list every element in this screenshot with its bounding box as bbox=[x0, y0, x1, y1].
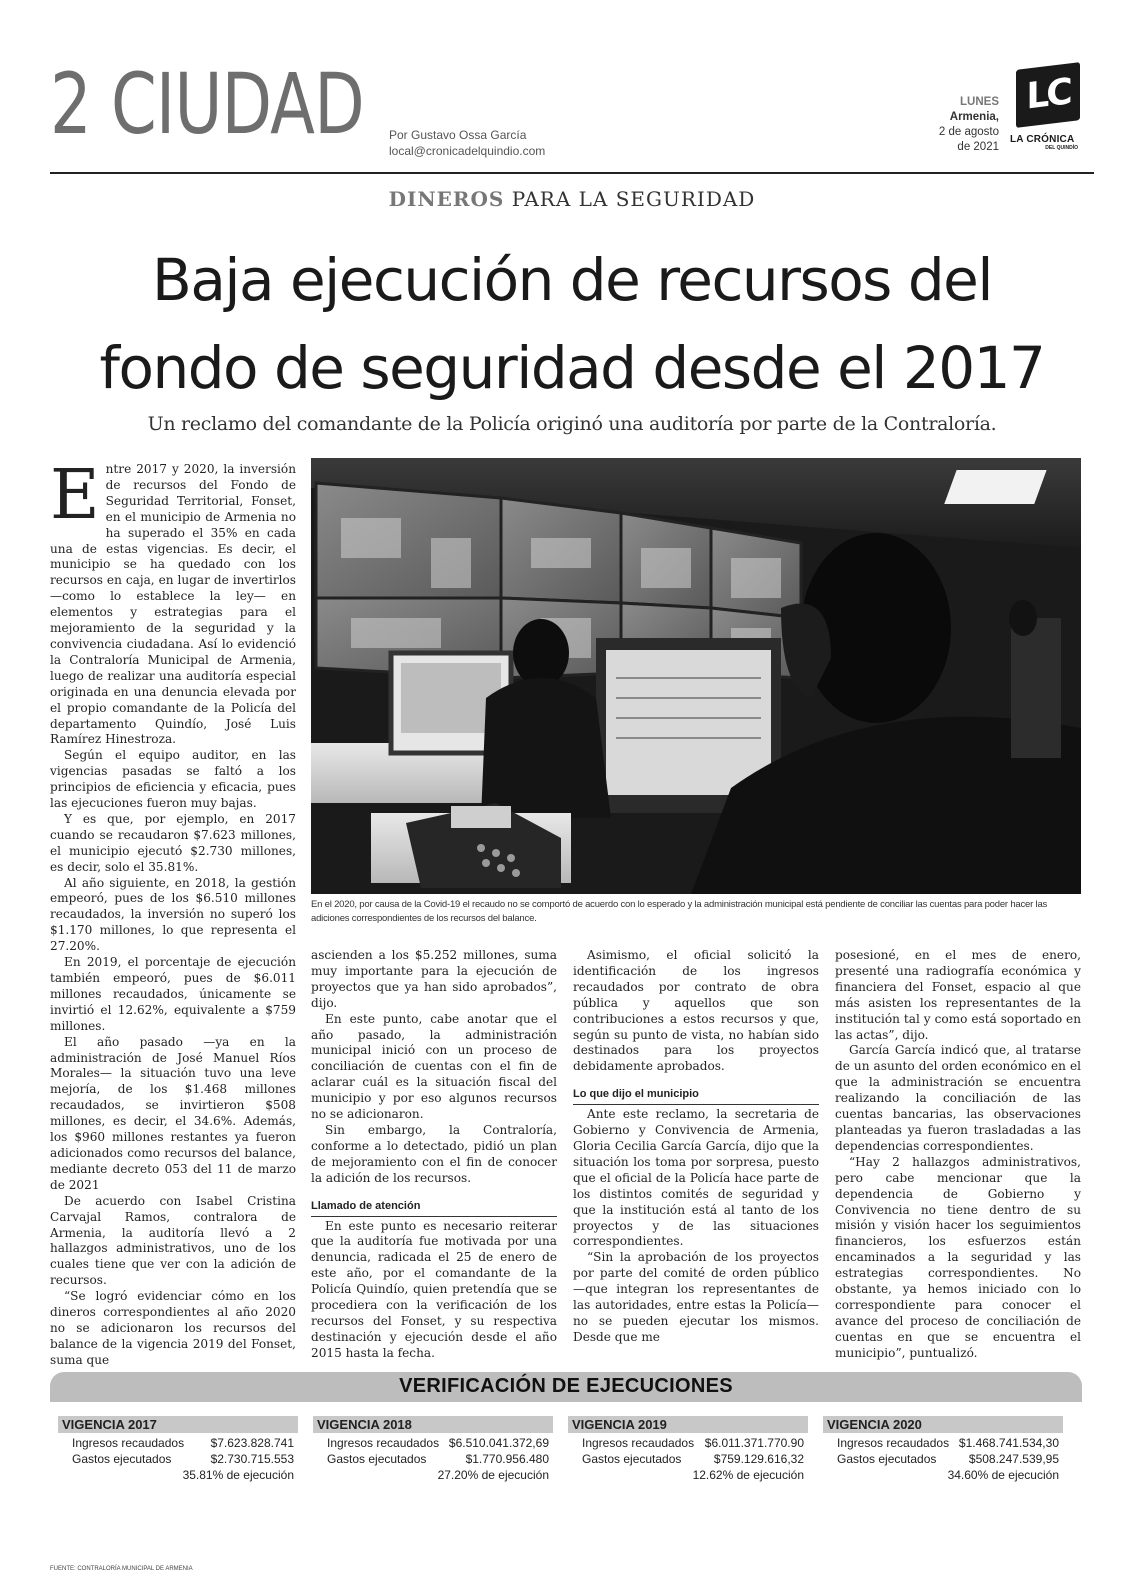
photo-caption: En el 2020, por causa de la Covid-19 el recaudo no se comportó de acuerdo con lo esperado y la administración municipal está pendiente de conciliar las cuentas para poder hacer las adiciones correspondientes de los recursos del balance. bbox=[311, 899, 1048, 924]
ingresos-value: $6.510.041.372,69 bbox=[448, 1436, 549, 1450]
ingresos-label: Ingresos recaudados bbox=[327, 1436, 440, 1450]
kicker bbox=[0, 187, 1144, 211]
paragraph: posesioné, en el mes de enero, presenté una radiografía económica y financiera del Fonset, espacio al que más asisten los representantes de la institución tal y como está soportado en las actas”, dijo. bbox=[835, 948, 1081, 1042]
byline bbox=[389, 127, 545, 159]
ingresos-row bbox=[568, 1435, 808, 1451]
byline-author: Por Gustavo Ossa García bbox=[389, 128, 527, 142]
article-column-4 bbox=[835, 948, 1081, 1362]
newspaper-logo bbox=[1010, 66, 1086, 151]
gastos-label: Gastos ejecutados bbox=[837, 1452, 937, 1466]
vigencia-block-2018 bbox=[313, 1416, 553, 1483]
subheadline: Un reclamo del comandante de la Policía originó una auditoría por parte de la Contraloría. bbox=[147, 413, 997, 435]
ejecucion-percent: 27.20% de ejecución bbox=[437, 1468, 549, 1482]
headline-line-1: Baja ejecución de recursos del bbox=[152, 246, 992, 314]
ingresos-row bbox=[313, 1435, 553, 1451]
paragraph: Según el equipo auditor, en las vigencias pasadas se faltó a los principios de eficiencia y eficacia, pues las ejecuciones fueron muy bajas. bbox=[50, 748, 296, 811]
paragraph: Sin embargo, la Contraloría, conforme a lo detectado, pidió un plan de mejoramiento con el fin de conocer la adición de los recursos. bbox=[311, 1122, 557, 1185]
vigencia-block-2019 bbox=[568, 1416, 808, 1483]
ingresos-label: Ingresos recaudados bbox=[582, 1436, 695, 1450]
table-title: VERIFICACIÓN DE EJECUCIONES bbox=[399, 1375, 733, 1397]
date-block bbox=[939, 95, 999, 155]
kicker-bold: DINEROS bbox=[388, 187, 505, 211]
section-subheading: Lo que dijo el municipio bbox=[573, 1087, 819, 1105]
paragraph: ascienden a los $5.252 millones, suma muy importante para la ejecución de proyectos que ya han sido aprobados”, dijo. bbox=[311, 948, 557, 1010]
ingresos-label: Ingresos recaudados bbox=[72, 1436, 185, 1450]
article-photo bbox=[311, 458, 1081, 894]
article-column-2 bbox=[311, 948, 557, 1362]
paragraph: “Sin la aprobación de los proyectos por parte del comité de orden público —que integran los representantes de las autoridades, entre estas la Policía— no se pueden ejecutar los mismos. Desde que me bbox=[573, 1250, 819, 1344]
date-city: Armenia, bbox=[949, 111, 999, 123]
paragraph-text: ntre 2017 y 2020, la inversión de recursos del Fondo de Seguridad Territorial, Fonset, en el municipio de Armenia no ha superado el 35% en cada una de estas vigencias. Es decir, el municipio se ha quedado con los recursos en caja, en lugar de invertirlos —como lo establece la ley— en elementos y estrategias para el mejoramiento de la seguridad y la convivencia ciudadana. Así lo evidenció la Contraloría Municipal de Armenia, luego de realizar una auditoría especial originada en una denuncia elevada por el propio comandante de la Policía del departamento Quindío, José Luis Ramírez Hinestroza. bbox=[50, 462, 296, 747]
drop-cap: E bbox=[50, 456, 100, 535]
paragraph: En este punto, cabe anotar que el año pasado, la administración municipal inició con un proceso de conciliación de cuentas con el fin de aclarar cuál es la situación fiscal del municipio y por eso algunos recursos no se adicionaron. bbox=[311, 1011, 557, 1122]
ingresos-label: Ingresos recaudados bbox=[837, 1436, 950, 1450]
paragraph: García García indicó que, al tratarse de un asunto del orden económico en el que la administración se encuentra realizando la conciliación de las cuentas bancarias, las observaciones planteadas ya fueron trasladadas a las dependencias correspondientes. bbox=[835, 1043, 1081, 1153]
ingresos-row bbox=[823, 1435, 1063, 1451]
logo-subname: DEL QUINDÍO bbox=[1045, 145, 1078, 151]
gastos-row bbox=[568, 1451, 808, 1467]
gastos-label: Gastos ejecutados bbox=[582, 1452, 682, 1466]
gastos-label: Gastos ejecutados bbox=[327, 1452, 427, 1466]
paragraph: “Se logró evidenciar cómo en los dineros correspondientes al año 2020 no se adicionaron los recursos del balance de la vigencia 2019 del Fonset, suma que bbox=[50, 1289, 296, 1367]
gastos-value: $1.770.956.480 bbox=[465, 1452, 549, 1466]
vigencia-label: VIGENCIA 2017 bbox=[58, 1416, 298, 1433]
vigencia-block-2017 bbox=[58, 1416, 298, 1483]
logo-name: LA CRÓNICA bbox=[1010, 134, 1075, 145]
gastos-row bbox=[313, 1451, 553, 1467]
ingresos-row bbox=[58, 1435, 298, 1451]
first-paragraph bbox=[50, 456, 296, 748]
ingresos-value: $6.011.371.770.90 bbox=[704, 1436, 804, 1450]
gastos-row bbox=[58, 1451, 298, 1467]
headline-line-2: fondo de seguridad desde el 2017 bbox=[99, 334, 1045, 402]
paragraph: De acuerdo con Isabel Cristina Carvajal Ramos, contralora de Armenia, la auditoría llevó a 2 hallazgos administrativos, uno de los cuales tiene que ver con la adición de recursos. bbox=[50, 1193, 296, 1288]
vigencia-block-2020 bbox=[823, 1416, 1063, 1483]
vigencia-label: VIGENCIA 2018 bbox=[313, 1416, 553, 1433]
source-note: FUENTE: CONTRALORÍA MUNICIPAL DE ARMENIA bbox=[50, 1566, 193, 1572]
control-room-photo bbox=[311, 458, 1081, 894]
section-subheading: Llamado de atención bbox=[311, 1199, 557, 1217]
gastos-label: Gastos ejecutados bbox=[72, 1452, 172, 1466]
paragraph: En 2019, el porcentaje de ejecución también empeoró, pues de $6.011 millones recaudados, únicamente se invirtió el 12.62%, equivalente a $759 millones. bbox=[50, 955, 296, 1033]
gastos-row bbox=[823, 1451, 1063, 1467]
gastos-value: $2.730.715.553 bbox=[210, 1452, 294, 1466]
article-column-3 bbox=[573, 948, 819, 1346]
paragraph: En este punto es necesario reiterar que la auditoría fue motivada por una denuncia, radicada el 25 de enero de este año, por el comandante de la Policía Quindío, quien pretendía que se procediera con la verificación de los recursos del Fonset, y su respectiva destinación y ejecución desde el año 2015 hasta la fecha. bbox=[311, 1218, 557, 1360]
date-line-2: de 2021 bbox=[957, 141, 999, 153]
paragraph: El año pasado —ya en la administración de José Manuel Ríos Morales— la situación tuvo una leve mejoría, de los $1.468 millones recaudados, se invirtieron $508 millones, es decir, el 34.6%. Además, los $960 millones restantes ya fueron adicionados como recursos del balance, mediante decreto 053 del 11 de marzo de 2021 bbox=[50, 1034, 296, 1192]
paragraph: Al año siguiente, en 2018, la gestión empeoró, pues de los $6.510 millones recaudados, la inversión no superó los $1.170 millones, lo que representa el 27.20%. bbox=[50, 875, 296, 954]
kicker-rest: PARA LA SEGURIDAD bbox=[511, 187, 756, 211]
gastos-value: $759.129.616,32 bbox=[713, 1452, 804, 1466]
vigencia-label: VIGENCIA 2020 bbox=[823, 1416, 1063, 1433]
gastos-value: $508.247.539,95 bbox=[968, 1452, 1059, 1466]
vigencia-label: VIGENCIA 2019 bbox=[568, 1416, 808, 1433]
paragraph: Ante este reclamo, la secretaria de Gobierno y Convivencia de Armenia, Gloria Cecilia García García, dijo que la situación los toma por sorpresa, puesto que el oficial de la Policía hace parte de los distintos comités de seguridad y que la institución está al tanto de los proyectos y de las situaciones correspondientes. bbox=[573, 1107, 819, 1249]
ingresos-value: $7.623.828.741 bbox=[210, 1436, 294, 1450]
logo-mark: LC bbox=[1016, 62, 1080, 128]
section-title: 2 CIUDAD bbox=[50, 55, 364, 153]
date-day: LUNES bbox=[960, 96, 999, 108]
paragraph: Y es que, por ejemplo, en 2017 cuando se recaudaron $7.623 millones, el municipio ejecutó $2.730 millones, es decir, solo el 35.81%. bbox=[50, 811, 296, 874]
ejecucion-percent: 34.60% de ejecución bbox=[947, 1468, 1059, 1482]
headline bbox=[40, 236, 1104, 412]
ingresos-value: $1.468.741.534,30 bbox=[958, 1436, 1059, 1450]
date-line-1: 2 de agosto bbox=[938, 126, 999, 138]
paragraph: “Hay 2 hallazgos administrativos, pero cabe mencionar que la dependencia de Gobierno y Convivencia no tiene dentro de su misión y visión hacer los seguimientos financieros, los esfuerzos están encaminados a la seguridad y las estrategias correspondientes. No obstante, ya hemos iniciado con lo correspondiente para conocer el avance del proceso de conciliación de cuentas en que se encuentra el municipio”, puntualizó. bbox=[835, 1154, 1081, 1360]
byline-email: local@cronicadelquindio.com bbox=[389, 144, 546, 158]
ejecucion-percent: 35.81% de ejecución bbox=[182, 1468, 294, 1482]
paragraph: Asimismo, el oficial solicitó la identificación de los ingresos recaudados por contrato de obra pública y aquellos que son contribuciones a estos recursos y que, según su punto de vista, no habían sido destinados para los proyectos debidamente aprobados. bbox=[573, 948, 819, 1074]
ejecucion-percent: 12.62% de ejecución bbox=[692, 1468, 804, 1482]
header-divider bbox=[50, 172, 1094, 174]
article-column-1 bbox=[50, 456, 296, 1369]
